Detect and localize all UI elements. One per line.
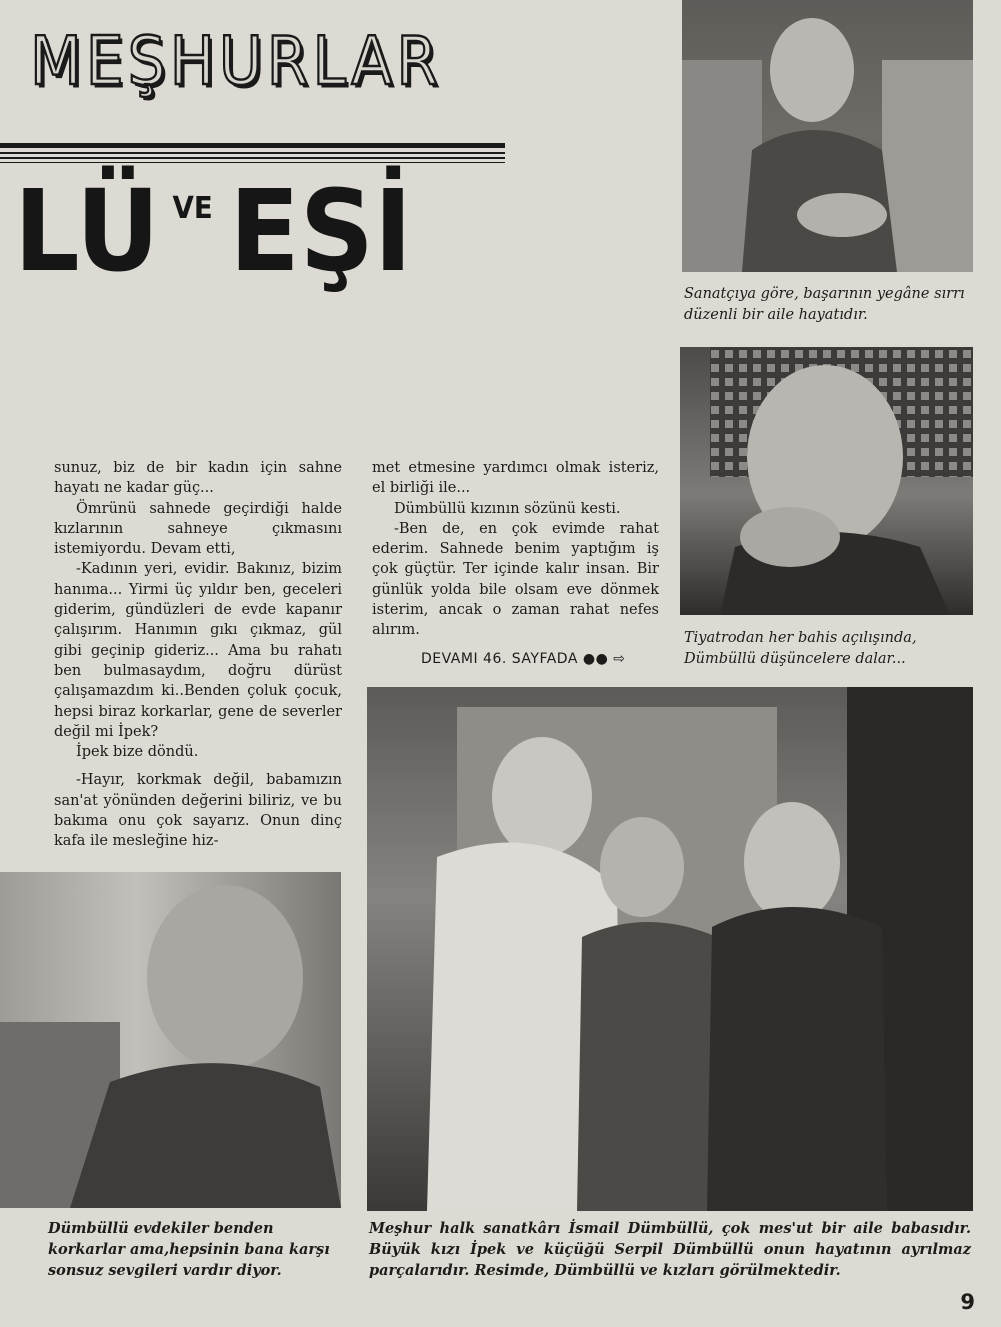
photo-man-thinking bbox=[680, 347, 973, 615]
paragraph: -Ben de, en çok evimde rahat ederim. Sahnede benim yaptığım iş çok güçtür. Ter içinde kalır insan. Bir günlük yolda bile olsam eve dönmek isterim, ancak o zaman rahat nefes alırım. bbox=[372, 520, 659, 639]
caption-photo-3: Dümbüllü evdekiler benden korkarlar ama,hepsinin bana karşı sonsuz sevgileri vardır diyor. bbox=[48, 1220, 330, 1279]
headline-right: EŞİ bbox=[229, 167, 413, 297]
continued-marker bbox=[421, 651, 625, 667]
headline bbox=[14, 167, 413, 297]
headline-left: LÜ bbox=[14, 167, 160, 297]
paragraph: met etmesine yardımcı olmak isteriz, el birliği ile... bbox=[372, 460, 659, 497]
header-rule-thin-1 bbox=[0, 152, 505, 154]
caption-photo-4: Meşhur halk sanatkârı İsmail Dümbüllü, çok mes'ut bir aile babasıdır. Büyük kızı İpek ve küçüğü Serpil Dümbüllü onun hayatının ayrılmaz parçalarıdır. Resimde, Dümbüllü ve kızları görülmektedir. bbox=[369, 1220, 971, 1279]
photo-man-armchair-image bbox=[682, 0, 973, 272]
photo-man-thinking-image bbox=[680, 347, 973, 615]
photo-man-profile-image bbox=[0, 872, 341, 1208]
continued-text: DEVAMI 46. SAYFADA bbox=[421, 651, 578, 667]
article-column-2 bbox=[372, 458, 659, 641]
header-rule-thin-3 bbox=[0, 162, 505, 163]
caption-photo-2: Tiyatrodan her bahis açılışında, Dümbüllü düşüncelere dalar... bbox=[684, 630, 917, 667]
photo-man-profile bbox=[0, 872, 341, 1208]
photo-man-armchair bbox=[682, 0, 973, 272]
page-number: 9 bbox=[960, 1290, 975, 1314]
headline-ve: VE bbox=[172, 191, 213, 226]
paragraph: Ömrünü sahnede geçirdiği halde kızlarının sahneye çıkmasını istemiyordu. Devam etti, bbox=[54, 500, 342, 558]
article-column-1 bbox=[54, 458, 342, 852]
caption-photo-1: Sanatçıya göre, başarının yegâne sırrı düzenli bir aile hayatıdır. bbox=[684, 286, 965, 323]
paragraph: -Kadının yeri, evidir. Bakınız, bizim hanıma... Yirmi üç yıldır ben, geceleri giderim, gündüzleri de evde kapanır çalışırım. Hanımın gıkı çıkmaz, gül gibi geçinip gideriz... Ama bu rahatı ben bulmasaydım, doğru dürüst çalışamazdım ki..Benden çoluk çocuk, hepsi biraz korkarlar, gene de severler değil mi İpek? bbox=[54, 561, 342, 740]
photo-family-portrait bbox=[367, 687, 973, 1211]
header-rule-thick bbox=[0, 143, 505, 148]
header-rule-thin-2 bbox=[0, 157, 505, 159]
paragraph: -Hayır, korkmak değil, babamızın san'at yönünden değerini biliriz, ve bu bakıma onu çok sayarız. Onun dinç kafa ile mesleğine hiz- bbox=[54, 772, 342, 850]
bullet-dots-icon: ●● bbox=[582, 651, 609, 667]
arrow-right-icon: ⇨ bbox=[613, 651, 626, 667]
photo-family-portrait-image bbox=[367, 687, 973, 1211]
paragraph: sunuz, biz de bir kadın için sahne hayatı ne kadar güç... bbox=[54, 460, 342, 497]
paragraph: İpek bize döndü. bbox=[76, 744, 199, 761]
section-kicker: MEŞHURLAR bbox=[30, 22, 443, 101]
paragraph: Dümbüllü kızının sözünü kesti. bbox=[394, 500, 621, 517]
